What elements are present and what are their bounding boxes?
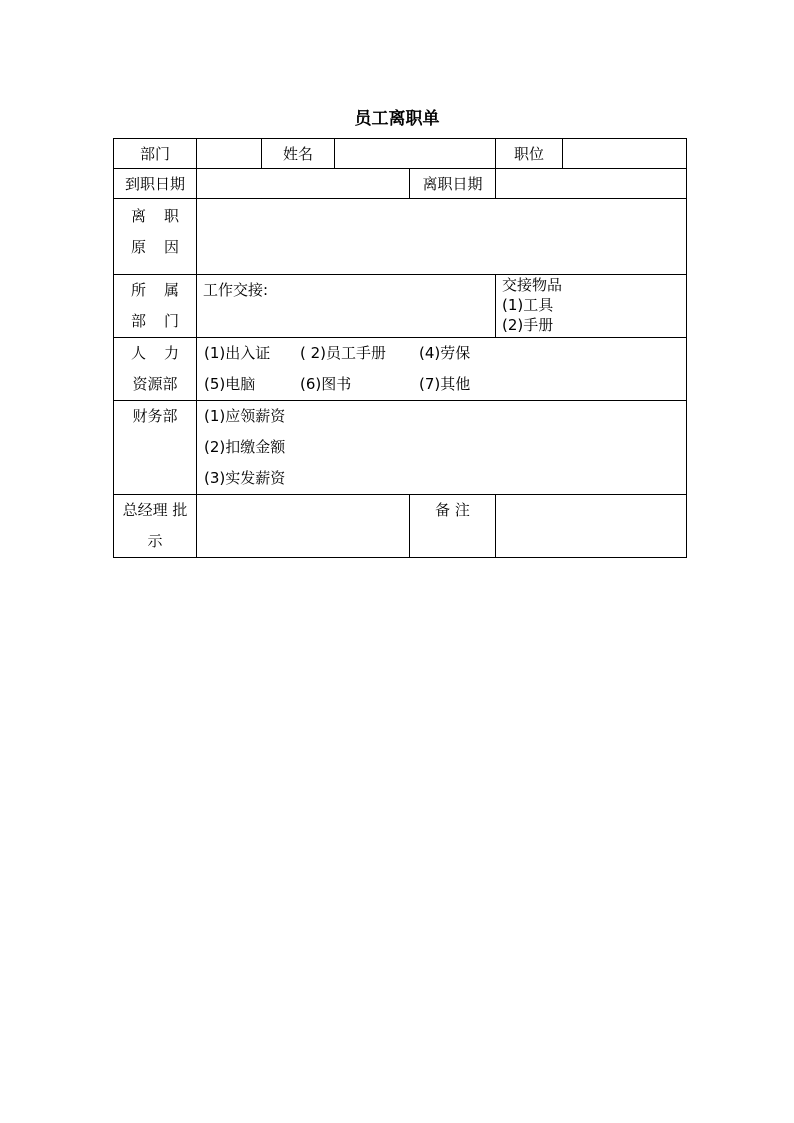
row-department bbox=[114, 275, 687, 338]
row-basic-info bbox=[114, 139, 687, 169]
label-department: 所 属 部 门 bbox=[114, 275, 197, 338]
hr-item: (4)劳保 bbox=[419, 344, 471, 362]
row-hr bbox=[114, 338, 687, 401]
field-position[interactable] bbox=[563, 139, 687, 169]
row-finance bbox=[114, 401, 687, 495]
label-finance: 财务部 bbox=[114, 401, 197, 495]
finance-item: (3)实发薪资 bbox=[204, 469, 286, 487]
label-leave-date: 离职日期 bbox=[410, 169, 496, 199]
hr-item: (6)图书 bbox=[300, 375, 352, 393]
handover-items-title: 交接物品 bbox=[502, 276, 563, 294]
row-reason bbox=[114, 199, 687, 275]
row-approval bbox=[114, 495, 687, 558]
work-handover-label: 工作交接: bbox=[203, 281, 269, 299]
field-finance-items[interactable] bbox=[197, 401, 687, 495]
field-join-date[interactable] bbox=[197, 169, 410, 199]
resignation-form bbox=[113, 138, 687, 558]
label-position: 职位 bbox=[496, 139, 563, 169]
field-dept[interactable] bbox=[197, 139, 262, 169]
label-remark: 备 注 bbox=[410, 495, 496, 558]
label-join-date: 到职日期 bbox=[114, 169, 197, 199]
label-dept: 部门 bbox=[114, 139, 197, 169]
field-leave-date[interactable] bbox=[496, 169, 687, 199]
field-approval[interactable] bbox=[197, 495, 410, 558]
label-hr: 人 力 资源部 bbox=[114, 338, 197, 401]
form-title: 员工离职单 bbox=[354, 109, 440, 129]
field-handover-items[interactable] bbox=[496, 275, 687, 338]
handover-item: (1)工具 bbox=[502, 296, 554, 314]
hr-item: (5)电脑 bbox=[204, 375, 256, 393]
label-approval: 总经理 批 示 bbox=[114, 495, 197, 558]
field-reason[interactable] bbox=[197, 199, 687, 275]
field-hr-items[interactable] bbox=[197, 338, 687, 401]
field-remark[interactable] bbox=[496, 495, 687, 558]
hr-item: (1)出入证 bbox=[204, 344, 271, 362]
label-name: 姓名 bbox=[262, 139, 335, 169]
handover-item: (2)手册 bbox=[502, 316, 554, 334]
finance-item: (1)应领薪资 bbox=[204, 407, 286, 425]
label-reason: 离 职 原 因 bbox=[114, 199, 197, 275]
field-name[interactable] bbox=[335, 139, 496, 169]
hr-item: ( 2)员工手册 bbox=[300, 344, 387, 362]
hr-item: (7)其他 bbox=[419, 375, 471, 393]
row-dates bbox=[114, 169, 687, 199]
field-work-handover[interactable] bbox=[197, 275, 496, 338]
finance-item: (2)扣缴金额 bbox=[204, 438, 286, 456]
